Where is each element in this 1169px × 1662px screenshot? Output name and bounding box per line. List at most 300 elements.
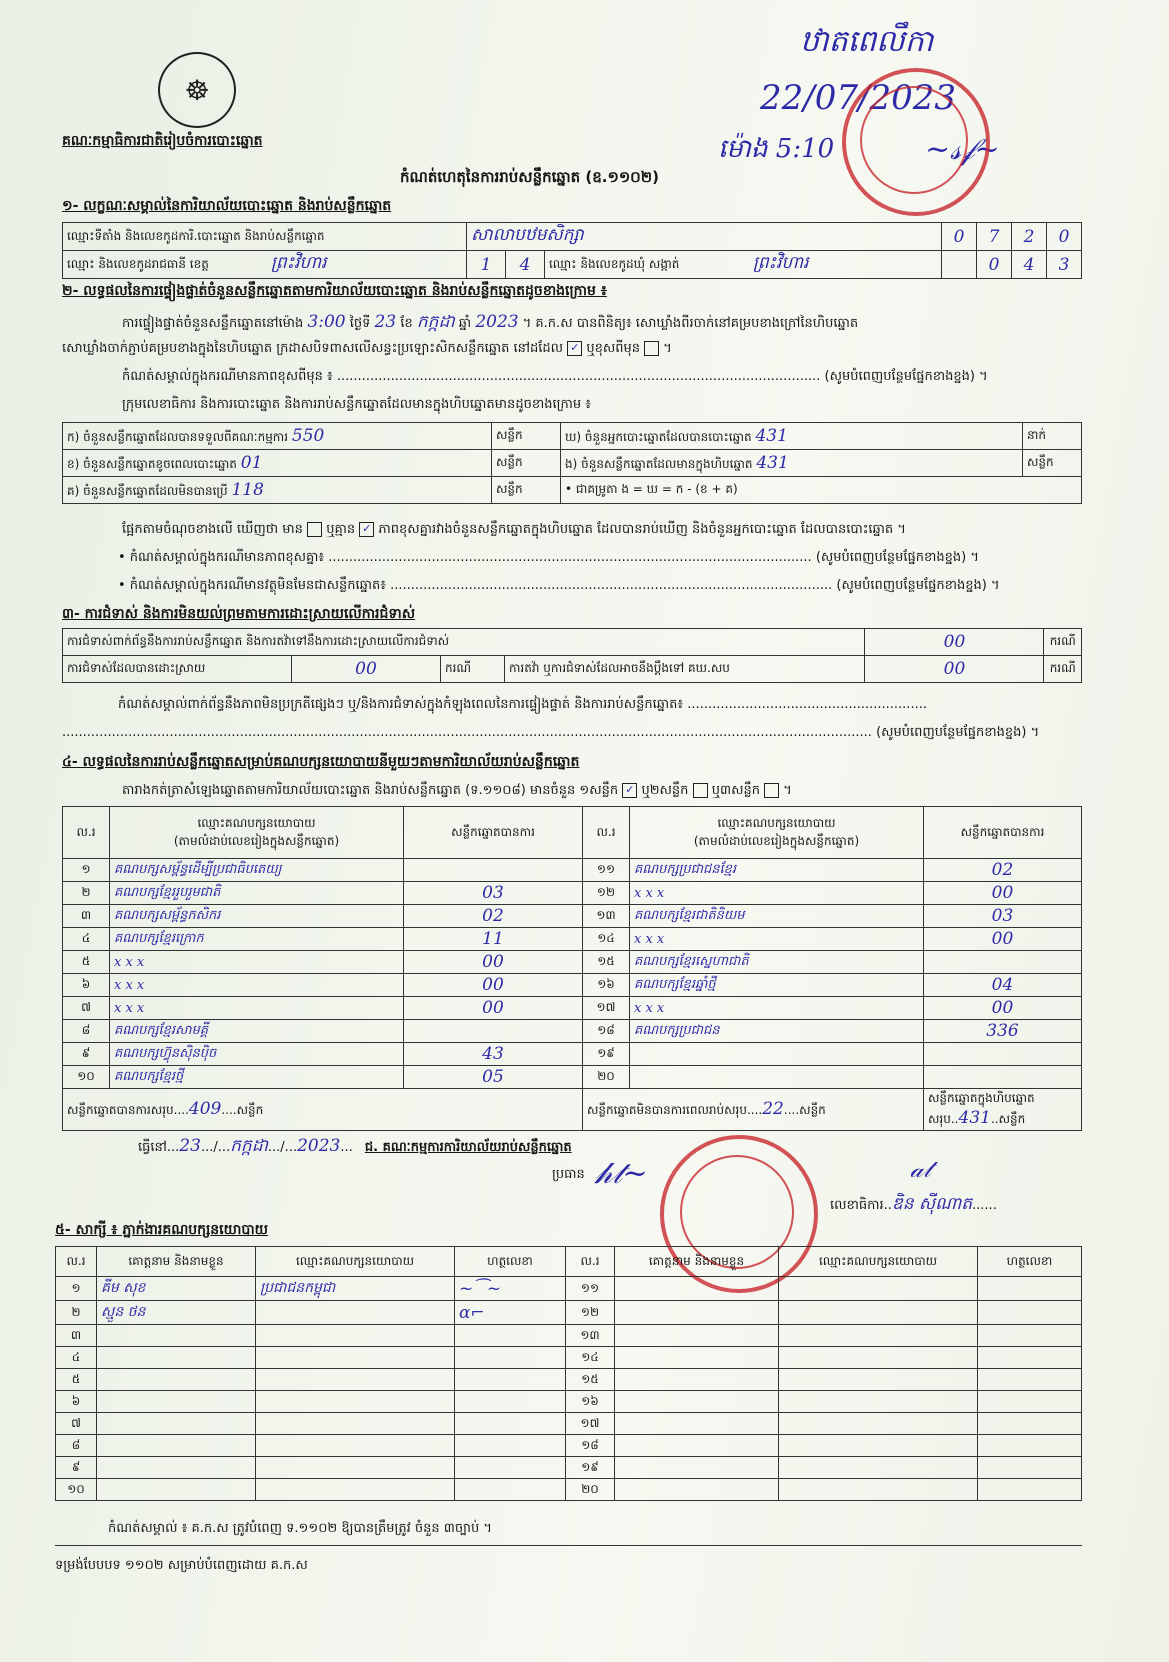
count-e-label: ង) ចំនួនសន្លឹកឆ្នោតដែលមានក្នុងហិបឆ្នោត (565, 456, 753, 471)
hint-text: (សូមបំពេញបន្ថែមផ្នែកខាងខ្នង) ។ (824, 369, 988, 384)
objection-table (62, 628, 1082, 683)
party-name: x x x (630, 928, 924, 951)
handwritten-date: 22/07/2023 (760, 78, 956, 118)
empty-cell (978, 1413, 1082, 1435)
row-no: ៣ (63, 905, 110, 928)
row-no: ១៤ (583, 928, 630, 951)
table-row (63, 859, 1082, 882)
handwritten-time: ម៉ោង 5:10 (718, 134, 835, 164)
row-no: ២ (56, 1301, 97, 1325)
verify-day: 23 (374, 312, 397, 332)
col-party-a: ឈ្មោះគណបក្សនយោបាយ (197, 815, 316, 830)
col-party: ឈ្មោះគណបក្សនយោបាយ (779, 1247, 978, 1277)
party-name: x x x (110, 974, 404, 997)
party-name: គណបក្សខ្មែរសាមគ្គី (110, 1020, 404, 1043)
witness-table (55, 1246, 1082, 1501)
empty-cell (978, 1277, 1082, 1301)
row-no: ១០ (63, 1066, 110, 1089)
empty-cell (779, 1391, 978, 1413)
table-row (56, 1391, 1082, 1413)
vote-count: 03 (404, 882, 583, 905)
empty-cell (779, 1347, 978, 1369)
form-footer: ទម្រង់បែបបទ ១១០២ សម្រាប់បំពេញដោយ គ.ក.ស (55, 1558, 308, 1573)
party-name: x x x (630, 997, 924, 1020)
total-valid-label: សន្លឹកឆ្នោតបានការសរុប (67, 1103, 174, 1117)
row-no: ៩ (56, 1457, 97, 1479)
total-invalid-cell: សន្លឹកឆ្នោតមិនបានការពេលរាប់សរុប....22....សន្លឹក (583, 1089, 924, 1131)
party-name: គណបក្សខ្មែរឆ្នាំថ្មី (630, 974, 924, 997)
witness-signature: ~⁀~ (455, 1277, 566, 1301)
province-code-digit: 4 (506, 251, 545, 279)
unit: ករណី (1044, 656, 1082, 683)
chair-label: ប្រធាន (552, 1167, 585, 1182)
empty-cell (942, 251, 977, 279)
vote-count: 43 (404, 1043, 583, 1066)
party-name: គណបក្សខ្មែររួបរួមជាតិ (110, 882, 404, 905)
empty-cell (779, 1301, 978, 1325)
nec-emblem-icon: ☸ (158, 52, 236, 128)
form-title: កំណត់ហេតុនៃការរាប់សន្លឹកឆ្នោត (ឧ.១១០២) (400, 168, 660, 186)
table-row (63, 1066, 1082, 1089)
total-box-cell: សន្លឹកឆ្នោតក្នុងហិបឆ្នោតសរុប..431..សន្លឹក (924, 1089, 1082, 1131)
col-no: ល.រ (583, 807, 630, 859)
row-no: ១៧ (583, 997, 630, 1020)
row-no: ១២ (583, 882, 630, 905)
unit: សន្លឹក (492, 423, 561, 450)
section4-heading: ៤- លទ្ធផលនៃការរាប់សន្លឹកឆ្នោតសម្រាប់គណបក្សនយោបាយនីមួយៗតាមការិយាល័យរាប់សន្លឹកឆ្នោត (62, 754, 580, 770)
section1-heading: ១- លក្ខណៈសម្គាល់នៃការិយាល័យបោះឆ្នោត និងរាប់សន្លឹកឆ្នោត (62, 198, 392, 214)
table-row (56, 1435, 1082, 1457)
empty-cell (978, 1479, 1082, 1501)
row-no: ១៥ (566, 1369, 615, 1391)
text: ផ្អែកតាមចំណុចខាងលើ ឃើញថា មាន (122, 522, 303, 537)
party-name: គណបក្សខ្មែរថ្មី (110, 1066, 404, 1089)
unit: សន្លឹក (799, 1103, 826, 1117)
party-name: គណបក្សខ្មែរជាតិនិយម (630, 905, 924, 928)
text: តារាងកត់ត្រាសំឡេងឆ្នោតតាមការិយាល័យបោះឆ្នោត និងរាប់សន្លឹកឆ្នោត (ទ.១១០៨) មានចំនួន ១សន្លឹក (122, 783, 619, 798)
row-no: ៤ (56, 1347, 97, 1369)
resolved-value: 00 (292, 656, 441, 683)
row-no: ១៤ (566, 1347, 615, 1369)
verify-month: កក្កដា (416, 312, 455, 332)
row-no: ១៩ (566, 1457, 615, 1479)
commune-value: ព្រះវិហារ (752, 253, 809, 273)
difference-remark-line: • កំណត់សម្គាល់ក្នុងករណីមានភាពខុសគ្នា៖ ..................................................................................................................... (សូមបំពេញបន្ថែមផ្នែកខាងខ្នង) ។ (118, 550, 979, 565)
secretary-line: លេខាធិការ..ឌិន ស៊ីណាត...... (830, 1194, 997, 1214)
text: ឬគ្មាន (326, 522, 356, 537)
party-name: គណបក្សខ្មែរស្នេហាជាតិ (630, 951, 924, 974)
party-name: គណបក្សខ្មែរក្រោក (110, 928, 404, 951)
unit: សន្លឹក (492, 450, 561, 477)
vote-count: 00 (404, 997, 583, 1020)
count-d-value: 431 (755, 425, 788, 446)
vote-count: 03 (924, 905, 1082, 928)
irregularity-note-line: កំណត់សម្គាល់ពាក់ព័ន្ធនឹងភាពមិនប្រក្រតីផ្សេងៗ ឬ/និងការជំទាស់ក្នុងកំឡុងពេលនៃការផ្ទៀងផ្ទាត់ និងការរាប់សន្លឹកឆ្នោត៖ .......................................................... (118, 697, 927, 712)
empty-cell (978, 1325, 1082, 1347)
results-table (62, 806, 1082, 1131)
table-row (56, 1457, 1082, 1479)
text: កំណត់សម្គាល់ក្នុងករណីមានភាពខុសពីមុន ៖ (122, 369, 333, 384)
row-no: ៦ (56, 1391, 97, 1413)
table-row (63, 882, 1082, 905)
text: ថ្ងៃទី (349, 316, 371, 331)
unit: នាក់ (1023, 423, 1082, 450)
table-row (56, 1369, 1082, 1391)
location-label: ឈ្មោះទីតាំង និងលេខកូដការិ.បោះឆ្នោត និងរាប់សន្លឹកឆ្នោត (63, 223, 467, 251)
chair-signature: 𝒽𝓉~ (595, 1156, 648, 1191)
empty-cell (615, 1413, 779, 1435)
vote-count: 11 (404, 928, 583, 951)
row-no: ៧ (56, 1413, 97, 1435)
empty-cell (978, 1435, 1082, 1457)
text: ភាពខុសគ្នារវាងចំនួនសន្លឹកឆ្នោតក្នុងហិបឆ្នោត ដែលបានរាប់ឃើញ និងចំនួនអ្នកបោះឆ្នោត ដែលបានបោះឆ្នោត ។ (378, 522, 906, 537)
empty-cell (779, 1369, 978, 1391)
row-no: ១៦ (583, 974, 630, 997)
objection-label: ការជំទាស់ពាក់ព័ន្ធនឹងការរាប់សន្លឹកឆ្នោត និងការតវ៉ាទៅនឹងការដោះស្រាយលើការជំទាស់ (63, 629, 865, 656)
col-party (110, 807, 404, 859)
empty-cell (779, 1325, 978, 1347)
empty-cell (97, 1369, 256, 1391)
count-a-value: 550 (291, 425, 325, 446)
total-box-value: 431 (958, 1108, 991, 1128)
empty-cell (779, 1277, 978, 1301)
province-value: ព្រះវិហារ (270, 253, 327, 273)
party-name: គណបក្សហ៊្វុនស៊ិនប៉ិច (110, 1043, 404, 1066)
location-code-digit: 0 (1047, 223, 1082, 251)
col-party: ឈ្មោះគណបក្សនយោបាយ (256, 1247, 455, 1277)
empty-cell (978, 1347, 1082, 1369)
col-sign: ហត្ថលេខា (978, 1247, 1082, 1277)
commune-code-digit: 3 (1047, 251, 1082, 279)
location-table (62, 222, 1082, 279)
section3-heading: ៣- ការជំទាស់ និងការមិនយល់ព្រមតាមការដោះស្រាយលើការជំទាស់ (62, 606, 416, 622)
ballot-count-table (62, 422, 1082, 504)
col-party-b: (តាមលំដាប់លេខរៀងក្នុងសន្លឹកឆ្នោត) (173, 833, 340, 848)
hint-text: (សូមបំពេញបន្ថែមផ្នែកខាងខ្នង) ។ (876, 725, 1040, 740)
count-d-label: ឃ) ចំនួនអ្នកបោះឆ្នោតដែលបានបោះឆ្នោត (565, 429, 752, 444)
empty-cell (779, 1457, 978, 1479)
text: ឬ៣សន្លឹក (711, 783, 760, 798)
verify-time: 3:00 (307, 312, 346, 332)
party-name: គណបក្សសម្ព័ន្ធដើម្បីប្រជាធិបតេយ្យ (110, 859, 404, 882)
row-no: ៥ (56, 1369, 97, 1391)
empty-cell (615, 1301, 779, 1325)
empty-cell (455, 1457, 566, 1479)
empty-cell (978, 1457, 1082, 1479)
empty-cell (455, 1347, 566, 1369)
done-date-line: ធ្វើនៅ...23.../...កក្កដា.../...2023... ជ. គណៈកម្មការការិយាល័យរាប់សន្លឹកឆ្នោត (138, 1136, 572, 1156)
empty-cell (455, 1479, 566, 1501)
empty-cell (256, 1325, 455, 1347)
tally-sheet-line: តារាងកត់ត្រាសំឡេងឆ្នោតតាមការិយាល័យបោះឆ្នោត និងរាប់សន្លឹកឆ្នោត (ទ.១១០៨) មានចំនួន ១សន្លឹក ✓ ឬ២សន្លឹក ឬ៣សន្លឹក ។ (122, 783, 792, 798)
table-row (63, 1043, 1082, 1066)
vote-count: 00 (924, 882, 1082, 905)
empty-cell (256, 1479, 455, 1501)
count-c-label: គ) ចំនួនសន្លឹកឆ្នោតដែលមិនបានប្រើ (67, 483, 228, 498)
section2-heading: ២- លទ្ធផលនៃការផ្ទៀងផ្ទាត់ចំនួនសន្លឹកឆ្នោតតាមការិយាល័យបោះឆ្នោត និងរាប់សន្លឹកឆ្នោតដូចខាងក្រោម ៖ (62, 283, 607, 299)
col-name: គោត្តនាម និងនាមខ្លួន (97, 1247, 256, 1277)
witness-name: ស្មួន ថន (97, 1301, 256, 1325)
unit: សន្លឹក (998, 1112, 1026, 1126)
row-no: ១៣ (566, 1325, 615, 1347)
count-c-value: 118 (231, 479, 264, 500)
col-no: ល.រ (56, 1247, 97, 1277)
col-party (630, 807, 924, 859)
one-sheet-checkbox[interactable]: ✓ (622, 783, 637, 798)
row-no: ៣ (56, 1325, 97, 1347)
empty-cell (615, 1479, 779, 1501)
appeal-label: ការតវ៉ា ឬការជំទាស់ដែលអាចនឹងប្តឹងទៅ គឃ.សប (505, 656, 865, 683)
header-signature: ~𝓈𝒻~ (925, 132, 1000, 167)
table-row (56, 1301, 1082, 1325)
same-checkbox[interactable]: ✓ (567, 341, 582, 356)
no-difference-checkbox[interactable]: ✓ (359, 522, 374, 537)
vote-count (924, 1043, 1082, 1066)
hint-text: (សូមបំពេញបន្ថែមផ្នែកខាងខ្នង) ។ (836, 578, 1000, 593)
final-note: កំណត់សម្គាល់ ៖ គ.ក.ស ត្រូវបំពេញ ទ.១១០២ ឱ្យបានត្រឹមត្រូវ ចំនួន ៣ច្បាប់ ។ (108, 1521, 492, 1536)
row-no: ១៨ (583, 1020, 630, 1043)
empty-cell (256, 1435, 455, 1457)
empty-cell (978, 1301, 1082, 1325)
table-row (63, 905, 1082, 928)
count-a-label: ក) ចំនួនសន្លឹកឆ្នោតដែលបានទទួលពីគណៈកម្មការ (67, 429, 289, 444)
location-code-digit: 0 (942, 223, 977, 251)
vote-count: 04 (924, 974, 1082, 997)
row-no: ១១ (583, 859, 630, 882)
row-no: ២០ (566, 1479, 615, 1501)
vote-count: 00 (924, 997, 1082, 1020)
witness-signature: ɑ⌐ (455, 1301, 566, 1325)
empty-cell (97, 1325, 256, 1347)
text: ការផ្ទៀងផ្ទាត់ចំនួនសន្លឹកឆ្នោតនៅម៉ោង (122, 316, 304, 331)
empty-cell (779, 1435, 978, 1457)
formula: • ជាគម្រូតា ង = ឃ = ក - (ខ + គ) (561, 477, 1082, 504)
text: ឆ្នាំ (458, 316, 472, 331)
irregularity-note-line-2: .................................................................................................................................................................................................... (សូមបំពេញបន្ថែមផ្នែកខាងខ្នង) ។ (62, 725, 1040, 740)
unit: សន្លឹក (236, 1103, 264, 1117)
foreign-object-remark-line: • កំណត់សម្គាល់ក្នុងករណីមានវត្ថុមិនមែនជាសន្លឹកឆ្នោត៖ ........................................................................................................... (សូមបំពេញបន្ថែមផ្នែកខាងខ្នង) ។ (118, 578, 1000, 593)
row-no: ១៦ (566, 1391, 615, 1413)
witness-party (256, 1301, 455, 1325)
total-invalid-value: 22 (762, 1099, 784, 1119)
party-name (630, 1043, 924, 1066)
witness-party: ប្រជាជនកម្ពុជា (256, 1277, 455, 1301)
verification-line-2: សោឃ្លាំងចាក់ភ្ជាប់គម្របខាងក្នុងនៃហិបឆ្នោត ក្រដាសបិទពាសលើសន្ធះប្រឡោះសិកសន្លឹកឆ្នោត នៅដដែល ✓ ឬខុសពីមុន ។ (62, 341, 672, 356)
resolved-label: ការជំទាស់ដែលបានដោះស្រាយ (63, 656, 292, 683)
empty-cell (455, 1369, 566, 1391)
unit: ករណី (441, 656, 505, 683)
done-month: កក្កដា (230, 1136, 268, 1156)
empty-cell (615, 1277, 779, 1301)
unit: សន្លឹក (1023, 450, 1082, 477)
col-votes: សន្លឹកឆ្នោតបានការ (404, 807, 583, 859)
committee-title: ជ. គណៈកម្មការការិយាល័យរាប់សន្លឹកឆ្នោត (364, 1140, 572, 1155)
text: កំណត់សម្គាល់ពាក់ព័ន្ធនឹងភាពមិនប្រក្រតីផ្សេងៗ ឬ/និងការជំទាស់ក្នុងកំឡុងពេលនៃការផ្ទៀងផ្ទាត់ និងការរាប់សន្លឹកឆ្នោត៖ (118, 697, 684, 712)
handwritten-name: ឋាតពេលឹកា (800, 24, 934, 59)
empty-cell (615, 1369, 779, 1391)
hint-text: (សូមបំពេញបន្ថែមផ្នែកខាងខ្នង) ។ (815, 550, 979, 565)
province-code-digit: 1 (467, 251, 506, 279)
party-name: គណបក្សប្រជាជនខ្មែរ (630, 859, 924, 882)
empty-cell (256, 1369, 455, 1391)
table-row (63, 1020, 1082, 1043)
total-valid-value: 409 (188, 1099, 222, 1119)
row-no: ៨ (63, 1020, 110, 1043)
row-no: ១៧ (566, 1413, 615, 1435)
empty-cell (97, 1479, 256, 1501)
vote-count (924, 1066, 1082, 1089)
text: សោឃ្លាំងចាក់ភ្ជាប់គម្របខាងក្នុងនៃហិបឆ្នោត ក្រដាសបិទពាសលើសន្ធះប្រឡោះសិកសន្លឹកឆ្នោត នៅដដែល (62, 341, 564, 356)
row-no: ១៩ (583, 1043, 630, 1066)
table-row (56, 1325, 1082, 1347)
location-code-digit: 2 (1012, 223, 1047, 251)
row-no: ២០ (583, 1066, 630, 1089)
total-box-label: សន្លឹកឆ្នោតក្នុងហិបឆ្នោតសរុប (928, 1091, 1035, 1126)
empty-cell (256, 1391, 455, 1413)
three-sheet-checkbox[interactable] (764, 783, 779, 798)
party-name: គណបក្សប្រជាជន (630, 1020, 924, 1043)
row-no: ១៥ (583, 951, 630, 974)
vote-count (404, 1020, 583, 1043)
empty-cell (615, 1435, 779, 1457)
discrepancy-line (122, 521, 906, 540)
different-checkbox[interactable] (644, 341, 659, 356)
empty-cell (455, 1325, 566, 1347)
objection-value: 00 (865, 629, 1044, 656)
total-valid-cell: សន្លឹកឆ្នោតបានការសរុប....409....សន្លឹក (63, 1089, 583, 1131)
witness-name: គីម សុខ (97, 1277, 256, 1301)
secretary-signature: 𝒶𝓉 (910, 1155, 932, 1183)
party-name (630, 1066, 924, 1089)
count-b-label: ខ) ចំនួនសន្លឹកឆ្នោតខូចពេលបោះឆ្នោត (67, 456, 237, 471)
vote-count: 00 (924, 928, 1082, 951)
col-no: ល.រ (566, 1247, 615, 1277)
text: លេខាធិការ (830, 1198, 884, 1213)
empty-cell (978, 1369, 1082, 1391)
row-no: ១៨ (566, 1435, 615, 1457)
empty-cell (779, 1413, 978, 1435)
totals-row (63, 1089, 1082, 1131)
done-day: 23 (179, 1136, 201, 1156)
vote-count (924, 951, 1082, 974)
vote-count (404, 859, 583, 882)
appeal-value: 00 (865, 656, 1044, 683)
text: ។ គ.ក.ស បានពិនិត្យ៖ សោឃ្លាំងពីរចាក់នៅគម្របខាងក្រៅនៃហិបឆ្នោត (522, 316, 859, 331)
empty-cell (455, 1413, 566, 1435)
row-no: ៦ (63, 974, 110, 997)
empty-cell (97, 1435, 256, 1457)
table-row (56, 1277, 1082, 1301)
col-party-b: (តាមលំដាប់លេខរៀងក្នុងសន្លឹកឆ្នោត) (693, 833, 860, 848)
text: • កំណត់សម្គាល់ក្នុងករណីមានវត្ថុមិនមែនជាសន្លឹកឆ្នោត៖ (118, 578, 386, 593)
section5-heading: ៥- សាក្សី ៖ ភ្នាក់ងារគណបក្សនយោបាយ (55, 1222, 269, 1238)
row-no: ៩ (63, 1043, 110, 1066)
unit: សន្លឹក (492, 477, 561, 504)
col-party-a: ឈ្មោះគណបក្សនយោបាយ (717, 815, 836, 830)
col-votes: សន្លឹកឆ្នោតបានការ (924, 807, 1082, 859)
org-name: គណៈកម្មាធិការជាតិរៀបចំការបោះឆ្នោត (62, 133, 263, 149)
row-no: ២ (63, 882, 110, 905)
row-no: ១១ (566, 1277, 615, 1301)
unit: ករណី (1044, 629, 1082, 656)
party-name: x x x (110, 951, 404, 974)
empty-cell (97, 1413, 256, 1435)
table-row (56, 1347, 1082, 1369)
empty-cell (97, 1347, 256, 1369)
text: ខែ (400, 316, 413, 331)
table-row (56, 1479, 1082, 1501)
vote-count: 00 (404, 951, 583, 974)
col-name: គោត្តនាម និងនាមខ្លួន (615, 1247, 779, 1277)
vote-count: 05 (404, 1066, 583, 1089)
empty-cell (256, 1413, 455, 1435)
team-intro-line: ក្រុមលេខាធិការ និងការបោះឆ្នោត និងការរាប់សន្លឹកឆ្នោតដែលមានក្នុងហិបឆ្នោតមានដូចខាងក្រោម ៖ (122, 397, 591, 412)
done-year: 2023 (297, 1136, 341, 1156)
province-label (63, 251, 467, 279)
text: • កំណត់សម្គាល់ក្នុងករណីមានភាពខុសគ្នា៖ (118, 550, 325, 565)
verify-year: 2023 (475, 312, 519, 332)
empty-cell (779, 1479, 978, 1501)
table-row (63, 951, 1082, 974)
text: ឬខុសពីមុន (586, 341, 640, 356)
province-label-text: ឈ្មោះ និងលេខកូដរាជធានី ខេត្ត (67, 257, 209, 271)
vote-count: 00 (404, 974, 583, 997)
table-row (63, 997, 1082, 1020)
has-difference-checkbox[interactable] (307, 522, 322, 537)
verification-line-1 (122, 311, 858, 336)
empty-cell (455, 1391, 566, 1413)
table-row (63, 974, 1082, 997)
col-sign: ហត្ថលេខា (455, 1247, 566, 1277)
vote-count: 02 (404, 905, 583, 928)
empty-cell (455, 1435, 566, 1457)
row-no: ៥ (63, 951, 110, 974)
row-no: ៨ (56, 1435, 97, 1457)
row-no: ៤ (63, 928, 110, 951)
empty-cell (256, 1347, 455, 1369)
count-e-value: 431 (756, 452, 789, 473)
secretary-name: ឌិន ស៊ីណាត (891, 1194, 973, 1214)
row-no: ៧ (63, 997, 110, 1020)
empty-cell (615, 1457, 779, 1479)
location-code-digit: 7 (977, 223, 1012, 251)
empty-cell (97, 1457, 256, 1479)
empty-cell (256, 1457, 455, 1479)
party-name: គណបក្សសម្ព័ន្ធកសិករ (110, 905, 404, 928)
row-no: ១០ (56, 1479, 97, 1501)
text: ឬ២សន្លឹក (641, 783, 689, 798)
commune-cell (545, 251, 942, 279)
divider (55, 1545, 1082, 1546)
row-no: ១ (63, 859, 110, 882)
two-sheet-checkbox[interactable] (693, 783, 708, 798)
vote-count: 336 (924, 1020, 1082, 1043)
text: ធ្វើនៅ (138, 1140, 167, 1155)
empty-cell (615, 1325, 779, 1347)
total-invalid-label: សន្លឹកឆ្នោតមិនបានការពេលរាប់សរុប (587, 1103, 747, 1117)
empty-cell (978, 1391, 1082, 1413)
difference-note-line: កំណត់សម្គាល់ក្នុងករណីមានភាពខុសពីមុន ៖ ..................................................................................................................... (សូមបំពេញបន្ថែមផ្នែកខាងខ្នង) ។ (122, 369, 988, 384)
location-value: សាលាបឋមសិក្សា (467, 223, 942, 251)
empty-cell (97, 1391, 256, 1413)
commune-code-digit: 0 (977, 251, 1012, 279)
table-row (63, 928, 1082, 951)
commune-code-digit: 4 (1012, 251, 1047, 279)
empty-cell (615, 1347, 779, 1369)
row-no: ១៣ (583, 905, 630, 928)
empty-cell (615, 1391, 779, 1413)
table-row (56, 1413, 1082, 1435)
